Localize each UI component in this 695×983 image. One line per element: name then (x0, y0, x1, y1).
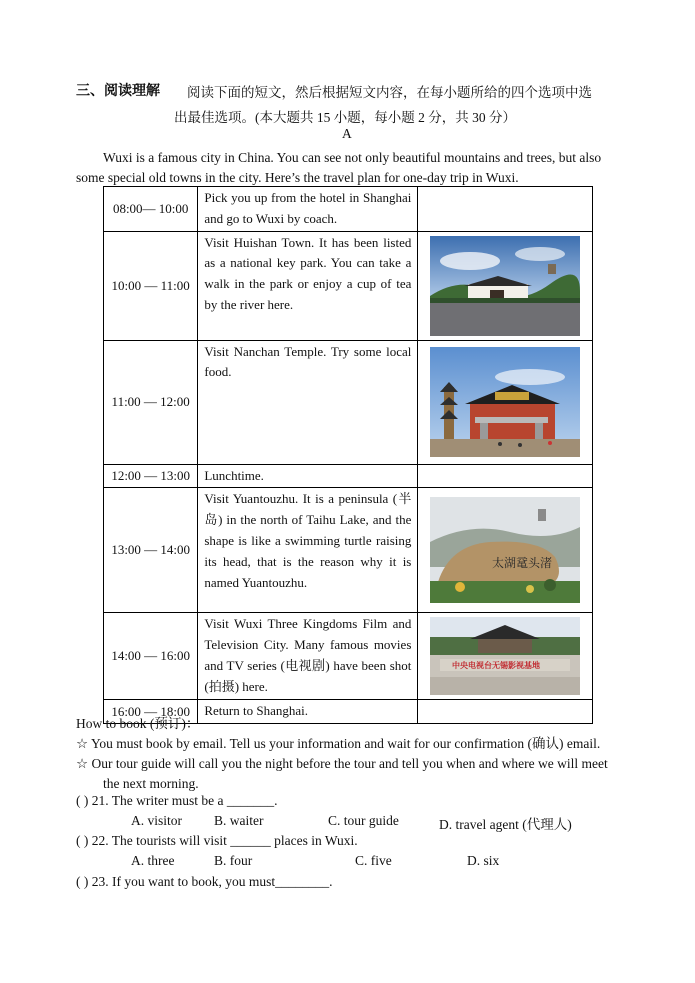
desc-cell: Visit Wuxi Three Kingdoms Film and Television City. Many famous movies and TV series (电视剧) have been shot (拍摄) here. (198, 613, 418, 700)
time-cell: 14:00 — 16:00 (104, 613, 198, 700)
option-a: A. three (131, 853, 175, 868)
booking-item-2-cont: the next morning. (103, 776, 199, 791)
question-21: ( ) 21. The writer must be a _______. (76, 793, 278, 808)
option-c: C. tour guide (328, 813, 399, 828)
booking-heading: How to book (预订)： (76, 716, 200, 731)
section-instruction-line1: 阅读下面的短文，然后根据短文内容，在每小题所给的四个选项中选 (187, 85, 592, 100)
table-row (104, 464, 593, 488)
stone-inscription: 太湖鼋头渚 (492, 556, 553, 571)
empty-photo-cell (418, 464, 593, 488)
desc-cell: Lunchtime. (198, 464, 418, 488)
table-row (104, 187, 593, 232)
nanchan-temple-photo (430, 347, 580, 457)
time-cell: 12:00 — 13:00 (104, 464, 198, 488)
section-instruction-line2: 出最佳选项。(本大题共 15 小题，每小题 2 分，共 30 分） (174, 110, 516, 125)
passage-label: A (342, 126, 352, 141)
time-cell: 13:00 — 14:00 (104, 488, 198, 613)
intro-line1: Wuxi is a famous city in China. You can see not only beautiful mountains and trees, but also (103, 150, 602, 165)
film-city-photo (430, 617, 580, 695)
photo-cell (418, 231, 593, 340)
option-b: B. waiter (214, 813, 264, 828)
travel-plan-table (103, 186, 593, 724)
table-row (104, 340, 593, 464)
table-row (104, 613, 593, 700)
table-row (104, 488, 593, 613)
option-d: D. travel agent (代理人) (439, 817, 572, 832)
desc-cell: Visit Nanchan Temple. Try some local food. (198, 340, 418, 464)
yuantouzhu-photo (430, 497, 580, 603)
time-cell: 08:00— 10:00 (104, 187, 198, 232)
question-23: ( ) 23. If you want to book, you must________. (76, 874, 333, 889)
option-c: C. five (355, 853, 392, 868)
empty-photo-cell (418, 187, 593, 232)
film-city-sign: 中央电视台无锡影视基地 (452, 661, 541, 671)
table-row (104, 231, 593, 340)
desc-cell: Return to Shanghai. (198, 700, 418, 724)
question-22: ( ) 22. The tourists will visit ______ places in Wuxi. (76, 833, 358, 848)
option-d: D. six (467, 853, 500, 868)
time-cell: 10:00 — 11:00 (104, 231, 198, 340)
section-title: 三、阅读理解 (76, 84, 160, 99)
huishan-town-photo (430, 236, 580, 336)
option-a: A. visitor (131, 813, 183, 828)
intro-line2: some special old towns in the city. Here’s the travel plan for one-day trip in Wuxi. (76, 170, 519, 185)
time-cell: 16:00 — 18:00 (104, 700, 198, 724)
booking-item-2: ☆ Our tour guide will call you the night before the tour and tell you when and where we will meet (76, 756, 608, 771)
desc-cell: Visit Yuantouzhu. It is a peninsula (半岛) in the north of Taihu Lake, and the shape is like a swimming turtle raising its head, that is the reason why it is named Yuantouzhu. (198, 488, 418, 613)
photo-cell (418, 488, 593, 613)
desc-cell: Pick you up from the hotel in Shanghai and go to Wuxi by coach. (198, 187, 418, 232)
photo-cell (418, 340, 593, 464)
option-b: B. four (214, 853, 253, 868)
booking-item-1: ☆ You must book by email. Tell us your information and wait for our confirmation (确认) email. (76, 736, 601, 751)
time-cell: 11:00 — 12:00 (104, 340, 198, 464)
desc-cell: Visit Huishan Town. It has been listed as a national key park. You can take a walk in the park or enjoy a cup of tea by the river here. (198, 231, 418, 340)
photo-cell (418, 613, 593, 700)
